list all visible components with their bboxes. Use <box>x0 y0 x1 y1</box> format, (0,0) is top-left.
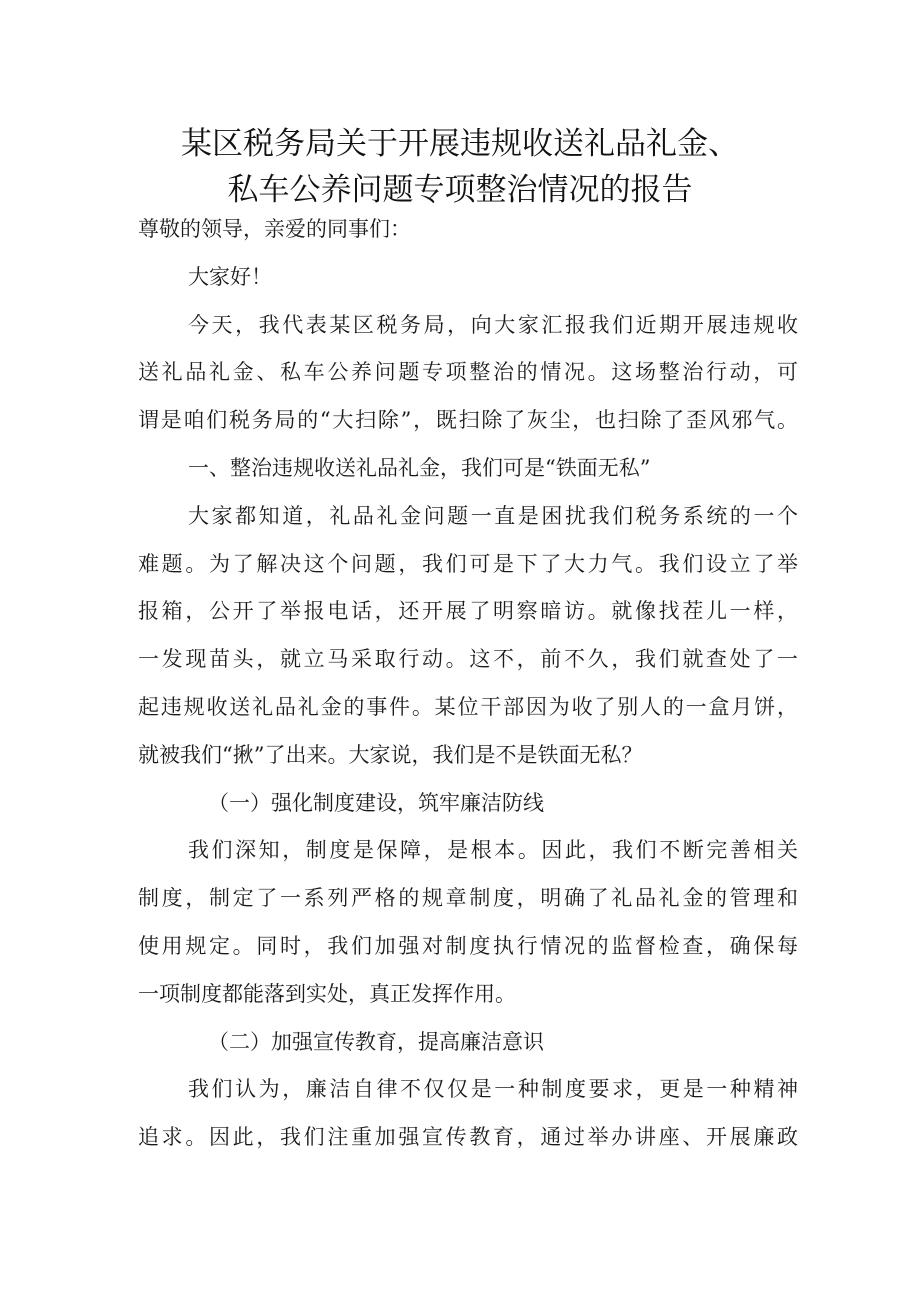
paragraph-line: 就被我们“揪”了出来。大家说，我们是不是铁面无私？ <box>138 742 643 767</box>
paragraph-line: 难题。为了解决这个问题，我们可是下了大力气。我们设立了举 <box>138 551 798 576</box>
greeting: 大家好！ <box>188 264 272 289</box>
paragraph-line: 我们深知，制度是保障，是根本。因此，我们不断完善相关 <box>188 838 798 863</box>
paragraph-line: 一项制度都能落到实处，真正发挥作用。 <box>138 981 516 1006</box>
paragraph-line: 起违规收送礼品礼金的事件。某位干部因为收了别人的一盒月饼， <box>138 694 798 719</box>
paragraph-line: 大家都知道，礼品礼金问题一直是困扰我们税务系统的一个 <box>188 503 798 528</box>
document-body <box>138 206 798 1162</box>
paragraph-line: 使用规定。同时，我们加强对制度执行情况的监督检查，确保每 <box>138 933 798 958</box>
paragraph-line: 送礼品礼金、私车公养问题专项整治的情况。这场整治行动，可 <box>138 360 798 385</box>
section-heading-1: 一、整治违规收送礼品礼金，我们可是“铁面无私” <box>188 455 651 480</box>
paragraph-line: 制度，制定了一系列严格的规章制度，明确了礼品礼金的管理和 <box>138 886 798 911</box>
paragraph-line: 我们认为，廉洁自律不仅仅是一种制度要求，更是一种精神 <box>188 1077 798 1102</box>
document-title-line-1: 某区税务局关于开展违规收送礼品礼金、 <box>181 126 739 162</box>
paragraph-line: 今天，我代表某区税务局，向大家汇报我们近期开展违规收 <box>188 312 798 337</box>
paragraph-line: 谓是咱们税务局的“大扫除”，既扫除了灰尘，也扫除了歪风邪气。 <box>138 408 798 433</box>
subsection-heading-2: （二）加强宣传教育，提高廉洁意识 <box>208 1029 544 1054</box>
salutation: 尊敬的领导，亲爱的同事们： <box>138 217 411 241</box>
document-title-line-2: 私车公养问题专项整治情况的报告 <box>227 172 693 208</box>
paragraph-line: 一发现苗头，就立马采取行动。这不，前不久，我们就查处了一 <box>138 647 798 672</box>
subsection-heading-1: （一）强化制度建设，筑牢廉洁防线 <box>208 790 544 815</box>
paragraph-line: 报箱，公开了举报电话，还开展了明察暗访。就像找茬儿一样， <box>138 599 798 624</box>
paragraph-line: 追求。因此，我们注重加强宣传教育，通过举办讲座、开展廉政 <box>138 1125 798 1150</box>
